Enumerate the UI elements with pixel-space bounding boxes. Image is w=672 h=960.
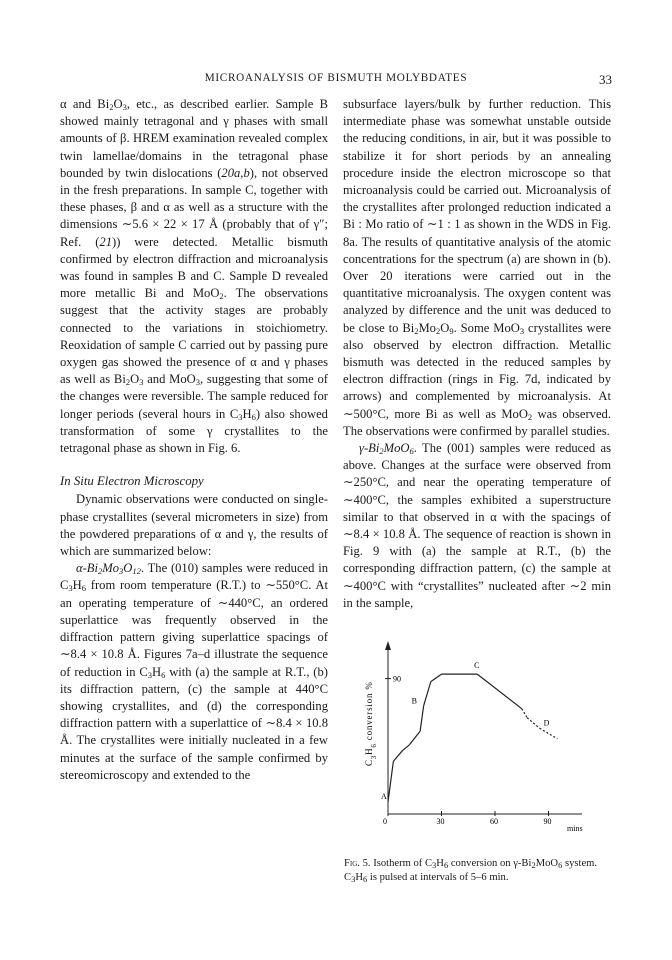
page-header	[60, 72, 612, 90]
x-tick-label: 0	[383, 817, 387, 826]
series-line-segment	[420, 706, 424, 732]
series-line-segment	[522, 709, 527, 718]
point-label: D	[543, 718, 550, 728]
paragraph: subsurface layers/bulk by further reduction. This intermediate phase was somewhat unstable outside the reducing conditions, in air, but it was possible to stabilize it for short periods by an annealing procedure inside the electron microscope so that microanalysis could be carried out. Microanalysis of the crystallites after prolonged reduction indicated a Bi : Mo ratio of ∼1 : 1 as shown in the WDS in Fig. 8a. The results of quantitative analysis of the atomic concentrations for the spectrum (a) are shown in (b). Over 20 iterations were carried out in the quantitative microanalysis. The oxygen content was analyzed by difference and the unit was deduced to be close to $Bi_2Mo_2O_9$. Some MoO$_3$ crystallites were also observed by electron diffraction. Metallic bismuth was detected in the reduced samples by electron diffraction (rings in Fig. 7d, indicated by arrows) and complemented by microanalysis. At ∼500°C, more Bi as well as MoO$_2$ was observed. The observations were confirmed by parallel studies.	[343, 97, 611, 438]
x-tick-label: 60	[490, 817, 498, 826]
series-line-segment	[393, 751, 402, 762]
point-label: C	[474, 661, 480, 671]
paragraph: $\gamma-Bi_2MoO_6$. The (001) samples were reduced as above. Changes at the surface were observed from ∼250°C, and near the operating temperature of ∼400°C, the samples exhibited a superstructure similar to that observed in α with the spacings of ∼8.4 × 10.8 Å. The sequence of reaction is shown in Fig. 9 with (a) the sample at R.T., (b) the corresponding diffraction pattern, (c) the sample at ∼400°C with “crystallites” nucleated after ∼2 min in the sample,	[343, 441, 611, 610]
figure-5	[352, 636, 602, 854]
series-line-segment	[402, 745, 409, 751]
section-heading: In Situ Electron Microscopy	[60, 474, 204, 489]
right-column	[343, 96, 611, 612]
paragraph: α and $Bi_2O_3$, etc., as described earlier. Sample B showed mainly tetragonal and γ phases with small amounts of β. HREM examination revealed complex twin lamellae/domains in the tetragonal phase bounded by twin dislocations (20a,b), not observed in the fresh preparations. In sample C, together with these phases, β and α as well as a structure with the dimensions ∼5.6 × 22 × 17 Å (probably that of γ″; Ref. (21)) were detected. Metallic bismuth confirmed by electron diffraction and microanalysis was found in samples B and C. Sample D revealed more metallic Bi and MoO$_2$. The observations suggest that the activity stages are probably connected to the variations in stoichiometry. Reoxidation of sample C carried out by passing pure oxygen gas showed the presence of α and γ phases as well as $Bi_2O_3$ and MoO$_3$, suggesting that some of the changes were reversible. The sample reduced for longer periods (several hours in $C_3H_6$) also showed transformation of some γ crystallites to the tetragonal phase as shown in Fig. 6.	[60, 97, 329, 456]
y-axis-label: $C_3H_6$ conversion %	[364, 681, 378, 766]
chart-layer	[381, 661, 557, 826]
figure-label: Fig. 5.	[344, 858, 371, 869]
series-line-segment	[388, 761, 393, 802]
x-axis-unit: mins	[567, 824, 583, 833]
series-line-segment	[540, 728, 558, 739]
paragraph: $\alpha-Bi_2Mo_3O_{12}$. The (010) samples were reduced in $C_3H_6$ from room temperature (R.T.) to ∼550°C. At an operating temperature of ∼440°C, an ordered superlattice was frequently observed in the diffraction pattern giving superlattice spacings of ∼8.4 × 10.8 Å. Figures 7a–d illustrate the sequence of reduction in $C_3H_6$ with (a) the sample at R.T., (b) its diffraction pattern, (c) the sample at 440°C showing crystallites, and (d) the corresponding diffraction pattern with a superlattice of ∼8.4 × 10.8 Å. The crystallites were initially nucleated in a few minutes at the surface of the sample confirmed by stereomicroscopy and extended to the	[60, 561, 328, 782]
series-line-segment	[477, 674, 522, 709]
left-column	[60, 96, 328, 784]
series-line-segment	[409, 731, 420, 745]
paragraph: Dynamic observations were conducted on single-phase crystallites (several micrometers in size) from the powdered preparations of α and γ, the results of which are summarized below:	[60, 492, 328, 559]
point-label: A	[381, 791, 387, 801]
isotherm-chart	[352, 636, 602, 854]
figure-caption	[344, 857, 612, 885]
series-line-segment	[424, 682, 431, 706]
page-number: 33	[599, 72, 612, 87]
running-title: MICROANALYSIS OF BISMUTH MOLYBDATES	[204, 72, 468, 84]
series-line-segment	[431, 674, 442, 682]
point-label: B	[411, 696, 418, 706]
y-axis-arrow	[385, 641, 391, 650]
x-tick-label: 30	[436, 817, 445, 826]
series-line-segment	[527, 718, 539, 729]
y-tick-label: 90	[393, 674, 401, 684]
caption-text: Isotherm of $C_3H_6$ conversion on $\gamma-Bi_2MoO_6$ system. $C_3H_6$ is pulsed at intervals of 5–6 min.	[344, 858, 598, 884]
x-tick-label: 90	[543, 817, 552, 826]
